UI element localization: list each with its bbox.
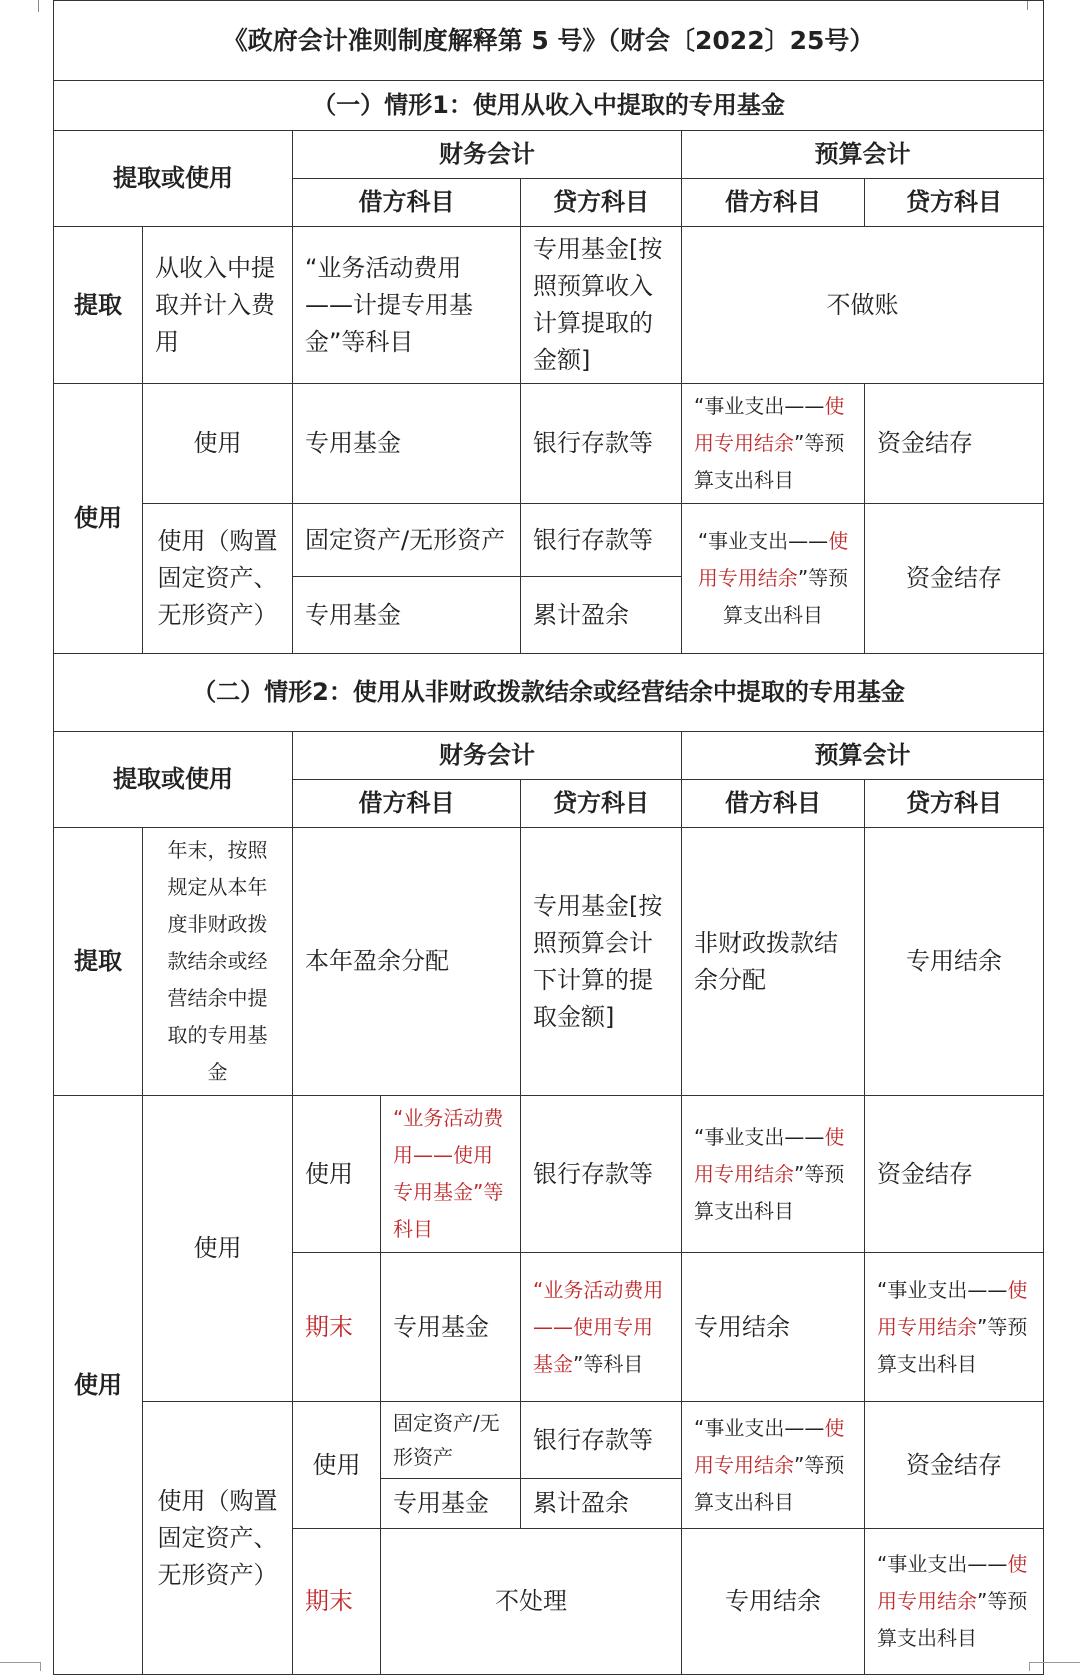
section1-heading: （一）情形1：使用从收入中提取的专用基金 (54, 81, 1044, 131)
s1-use-row2-fin-debit-1: 固定资产/无形资产 (293, 504, 521, 577)
s2-use-g1-desc: 使用 (143, 1096, 293, 1402)
s2-use-g2-r1-fin-credit-1: 银行存款等 (521, 1402, 682, 1479)
header-bud-debit: 借方科目 (682, 179, 865, 227)
s2-use-g2-r2-sub: 期末 (293, 1529, 381, 1675)
s2-extract-fin-credit: 专用基金[按照预算会计下计算的提取金额] (521, 828, 682, 1096)
s1-use-row1-fin-debit: 专用基金 (293, 384, 521, 504)
s2-use-g2-r2-bud-debit: 专用结余 (682, 1529, 865, 1675)
s1-extract-budget: 不做账 (682, 227, 1044, 384)
s2-extract-bud-debit: 非财政拨款结余分配 (682, 828, 865, 1096)
s1-extract-fin-credit: 专用基金[按照预算收入计算提取的金额] (521, 227, 682, 384)
s2-use-g2-r1-bud-credit: 资金结存 (865, 1402, 1044, 1529)
s1-use-row1-fin-credit: 银行存款等 (521, 384, 682, 504)
header-financial: 财务会计 (293, 131, 682, 179)
s2-use-g2-r2-bud-credit: “事业支出——使用专用结余”等预算支出科目 (865, 1529, 1044, 1675)
s1-use-row1-desc: 使用 (143, 384, 293, 504)
s1-use-row2-desc: 使用（购置固定资产、无形资产） (143, 504, 293, 654)
s2-use-g2-desc: 使用（购置固定资产、无形资产） (143, 1402, 293, 1675)
s2-use-g1-r2-fin-credit: “业务活动费用——使用专用基金”等科目 (521, 1253, 682, 1402)
s2-extract-desc: 年末，按照规定从本年度非财政拨款结余或经营结余中提取的专用基金 (143, 828, 293, 1096)
s2-use-g1-r2-bud-credit: “事业支出——使用专用结余”等预算支出科目 (865, 1253, 1044, 1402)
s2-use-g1-r1-fin-debit: “业务活动费用——使用专用基金”等科目 (381, 1096, 521, 1253)
s2-use-label: 使用 (54, 1096, 143, 1675)
s2-header-bud-debit: 借方科目 (682, 780, 865, 828)
s2-use-g2-r1-fin-credit-2: 累计盈余 (521, 1479, 682, 1529)
s1-use-label: 使用 (54, 384, 143, 654)
s2-use-g1-r1-fin-credit: 银行存款等 (521, 1096, 682, 1253)
s2-extract-bud-credit: 专用结余 (865, 828, 1044, 1096)
document-table (53, 0, 1043, 1675)
header-bud-credit: 贷方科目 (865, 179, 1044, 227)
s1-use-row2-bud-debit: “事业支出——使用专用结余”等预算支出科目 (682, 504, 865, 654)
header-fin-debit: 借方科目 (293, 179, 521, 227)
s2-use-g1-r1-bud-credit: 资金结存 (865, 1096, 1044, 1253)
s2-header-fin-credit: 贷方科目 (521, 780, 682, 828)
s2-header-budget: 预算会计 (682, 732, 1044, 780)
s2-header-bud-credit: 贷方科目 (865, 780, 1044, 828)
s1-use-row2-fin-credit-2: 累计盈余 (521, 577, 682, 654)
s2-use-g2-r2-fin: 不处理 (381, 1529, 682, 1675)
s2-extract-label: 提取 (54, 828, 143, 1096)
header-extract-or-use: 提取或使用 (54, 131, 293, 227)
s1-extract-desc: 从收入中提取并计入费用 (143, 227, 293, 384)
section2-heading: （二）情形2：使用从非财政拨款结余或经营结余中提取的专用基金 (54, 654, 1044, 732)
s2-use-g2-r1-fin-debit-2: 专用基金 (381, 1479, 521, 1529)
s2-header-extract-or-use: 提取或使用 (54, 732, 293, 828)
s2-use-g1-r2-sub: 期末 (293, 1253, 381, 1402)
s2-use-g2-r1-fin-debit-1: 固定资产/无形资产 (381, 1402, 521, 1479)
document-title: 《政府会计准则制度解释第 5 号》（财会〔2022〕25号） (54, 1, 1044, 81)
header-budget: 预算会计 (682, 131, 1044, 179)
s2-use-g1-r1-sub: 使用 (293, 1096, 381, 1253)
page-footer-left (0, 1662, 41, 1671)
s1-extract-label: 提取 (54, 227, 143, 384)
header-fin-credit: 贷方科目 (521, 179, 682, 227)
s1-use-row1-bud-credit: 资金结存 (865, 384, 1044, 504)
s1-use-row2-fin-credit-1: 银行存款等 (521, 504, 682, 577)
page-edge-left (0, 0, 39, 12)
s2-use-g2-r1-bud-debit: “事业支出——使用专用结余”等预算支出科目 (682, 1402, 865, 1529)
s1-use-row1-bud-debit: “事业支出——使用专用结余”等预算支出科目 (682, 384, 865, 504)
s2-header-fin-debit: 借方科目 (293, 780, 521, 828)
s1-use-row2-fin-debit-2: 专用基金 (293, 577, 521, 654)
s2-use-g2-r1-sub: 使用 (293, 1402, 381, 1529)
s2-use-g1-r2-bud-debit: 专用结余 (682, 1253, 865, 1402)
s2-use-g1-r2-fin-debit: 专用基金 (381, 1253, 521, 1402)
s2-extract-fin-debit: 本年盈余分配 (293, 828, 521, 1096)
page-footer-right (1029, 1662, 1080, 1671)
s1-use-row2-bud-credit: 资金结存 (865, 504, 1044, 654)
s1-extract-fin-debit: “业务活动费用——计提专用基金”等科目 (293, 227, 521, 384)
s2-use-g1-r1-bud-debit: “事业支出——使用专用结余”等预算支出科目 (682, 1096, 865, 1253)
s2-header-financial: 财务会计 (293, 732, 682, 780)
